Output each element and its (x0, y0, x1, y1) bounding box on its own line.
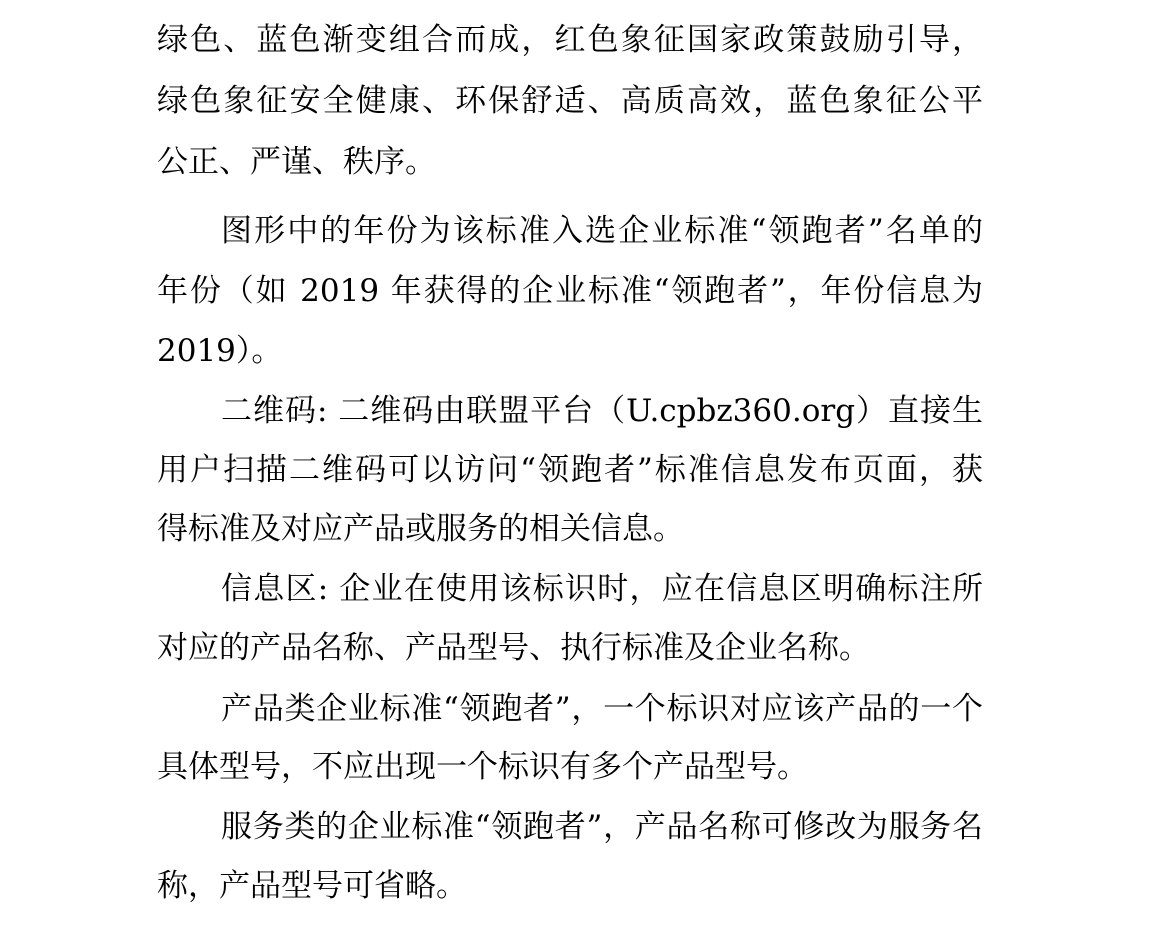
text-line: 具体型号，不应出现一个标识有多个产品型号。 (157, 749, 808, 785)
text-line: 服务类的企业标准“领跑者”，产品名称可修改为服务名 (221, 809, 983, 845)
text-line: 信息区: 企业在使用该标识时，应在信息区明确标注所 (221, 571, 983, 607)
text-line: 绿色象征安全健康、环保舒适、高质高效，蓝色象征公平 (157, 83, 983, 119)
text-line: 2019）。 (157, 333, 283, 369)
text-line: 称，产品型号可省略。 (157, 868, 467, 904)
text-line: 用户扫描二维码可以访问“领跑者”标准信息发布页面，获 (157, 452, 983, 488)
text-line: 二维码: 二维码由联盟平台（U.cpbz360.org）直接生 (221, 393, 983, 429)
text-line: 绿色、蓝色渐变组合而成，红色象征国家政策鼓励引导， (157, 22, 983, 58)
text-line: 得标准及对应产品或服务的相关信息。 (157, 511, 684, 547)
text-line: 对应的产品名称、产品型号、执行标准及企业名称。 (157, 630, 870, 666)
text-line: 年份（如 2019 年获得的企业标准“领跑者”，年份信息为 (157, 273, 983, 309)
text-line: 公正、严谨、秩序。 (157, 144, 436, 180)
text-line: 图形中的年份为该标准入选企业标准“领跑者”名单的 (221, 213, 983, 249)
text-line: 产品类企业标准“领跑者”，一个标识对应该产品的一个 (221, 691, 983, 727)
